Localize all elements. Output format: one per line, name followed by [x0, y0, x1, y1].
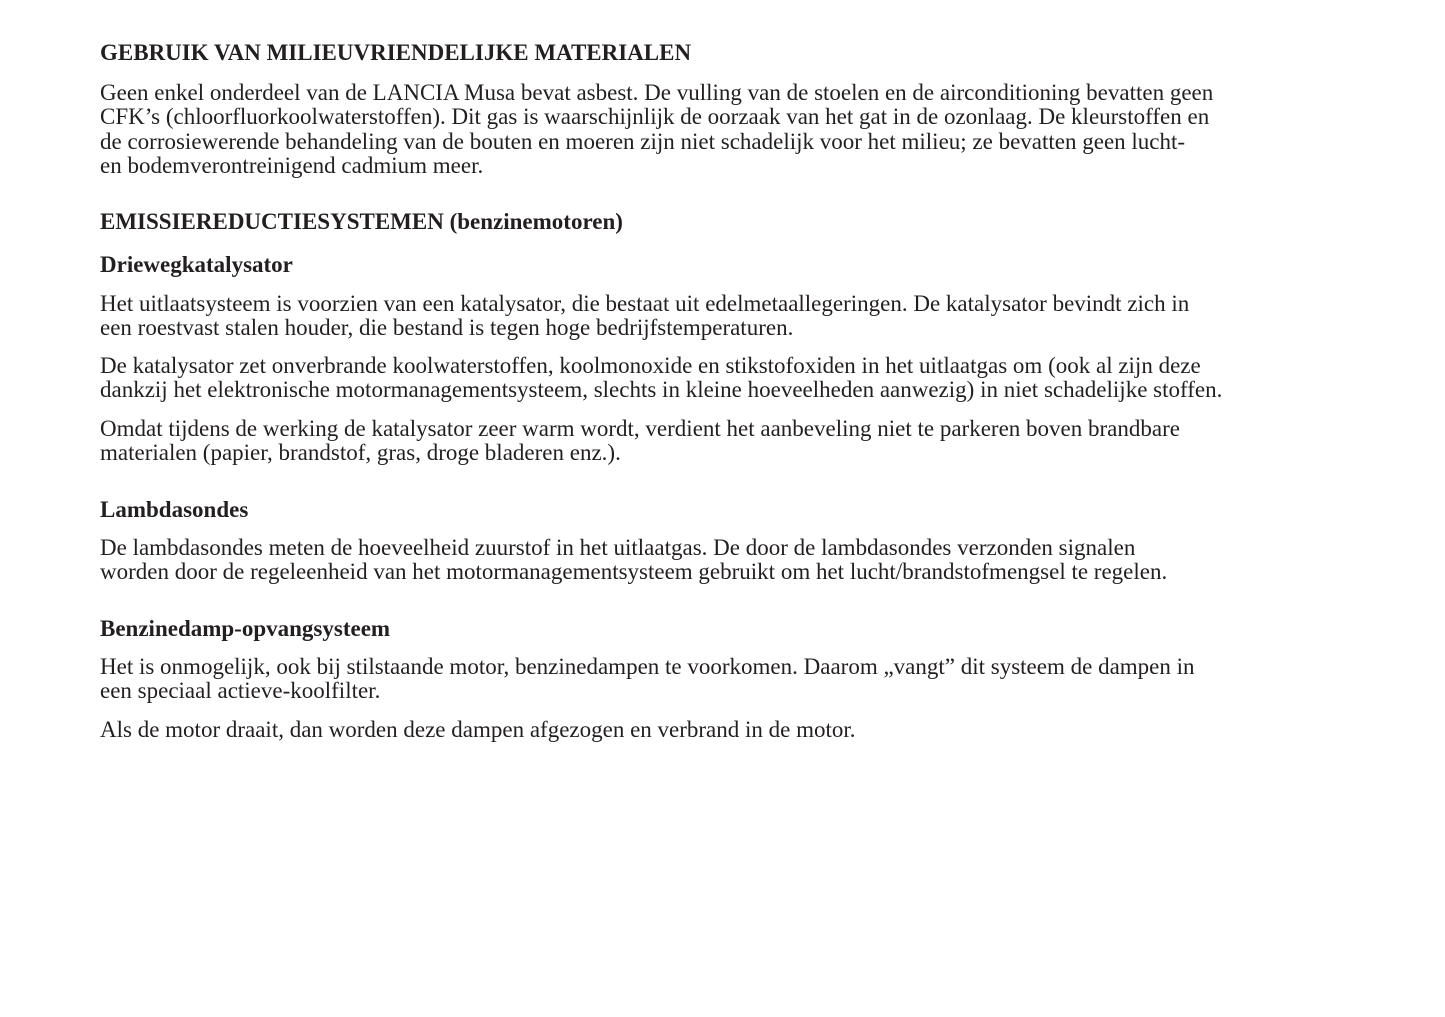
- text-line: een roestvast stalen houder, die bestand is tegen hoge bedrijfstemperaturen.: [100, 315, 794, 341]
- text-line: worden door de regeleenheid van het motormanagementsysteem gebruikt om het lucht/brandstofmengsel te regelen.: [100, 559, 1168, 585]
- subheading-lambda: Lambdasondes: [100, 497, 249, 522]
- subheading-catalyst: Driewegkatalysator: [100, 252, 293, 277]
- text-line: Het uitlaatsysteem is voorzien van een katalysator, die bestaat uit edelmetaallegeringen. De katalysator bevindt zich in: [100, 291, 1190, 316]
- text-line: de corrosiewerende behandeling van de bouten en moeren zijn niet schadelijk voor het milieu; ze bevatten geen lucht-: [100, 128, 1186, 154]
- text-line: en bodemverontreinigend cadmium meer.: [100, 153, 484, 179]
- text-line: materialen (papier, brandstof, gras, droge bladeren enz.).: [100, 440, 621, 466]
- text-line: dankzij het elektronische motormanagementsysteem, slechts in kleine hoeveelheden aanwezig) in niet schadelijke stoffen.: [100, 377, 1223, 403]
- text-line: een speciaal actieve-koolfilter.: [100, 678, 381, 704]
- text-line: Het is onmogelijk, ook bij stilstaande motor, benzinedampen te voorkomen. Daarom „vangt” dit systeem de dampen in: [100, 654, 1195, 679]
- section-heading-materials: GEBRUIK VAN MILIEUVRIENDELIJKE MATERIALEN: [100, 40, 692, 65]
- subheading-vapor: Benzinedamp-opvangsysteem: [100, 616, 391, 641]
- text-line: CFK’s (chloorfluorkoolwaterstoffen). Dit gas is waarschijnlijk de oorzaak van het gat in de ozonlaag. De kleurstoffen en: [100, 104, 1210, 130]
- text-line: De katalysator zet onverbrande koolwaterstoffen, koolmonoxide en stikstofoxiden in het uitlaatgas om (ook al zijn deze: [100, 353, 1201, 378]
- paragraph-lambda: [100, 536, 1167, 585]
- paragraph-catalyst-1: [100, 292, 1189, 341]
- paragraph-catalyst-3: [100, 417, 1180, 466]
- section-heading-emission: EMISSIEREDUCTIESYSTEMEN (benzinemotoren): [100, 209, 623, 234]
- paragraph-catalyst-2: [100, 354, 1222, 403]
- text-line: Als de motor draait, dan worden deze dampen afgezogen en verbrand in de motor.: [100, 717, 856, 742]
- text-line: Omdat tijdens de werking de katalysator zeer warm wordt, verdient het aanbeveling niet te parkeren boven brandbare: [100, 416, 1180, 441]
- text-line: De lambdasondes meten de hoeveelheid zuurstof in het uitlaatgas. De door de lambdasondes verzonden signalen: [100, 535, 1136, 560]
- paragraph-vapor-2: [100, 718, 856, 742]
- text-line: Geen enkel onderdeel van de LANCIA Musa bevat asbest. De vulling van de stoelen en de airconditioning bevatten geen: [100, 80, 1214, 105]
- paragraph-materials: [100, 81, 1213, 179]
- paragraph-vapor-1: [100, 655, 1195, 704]
